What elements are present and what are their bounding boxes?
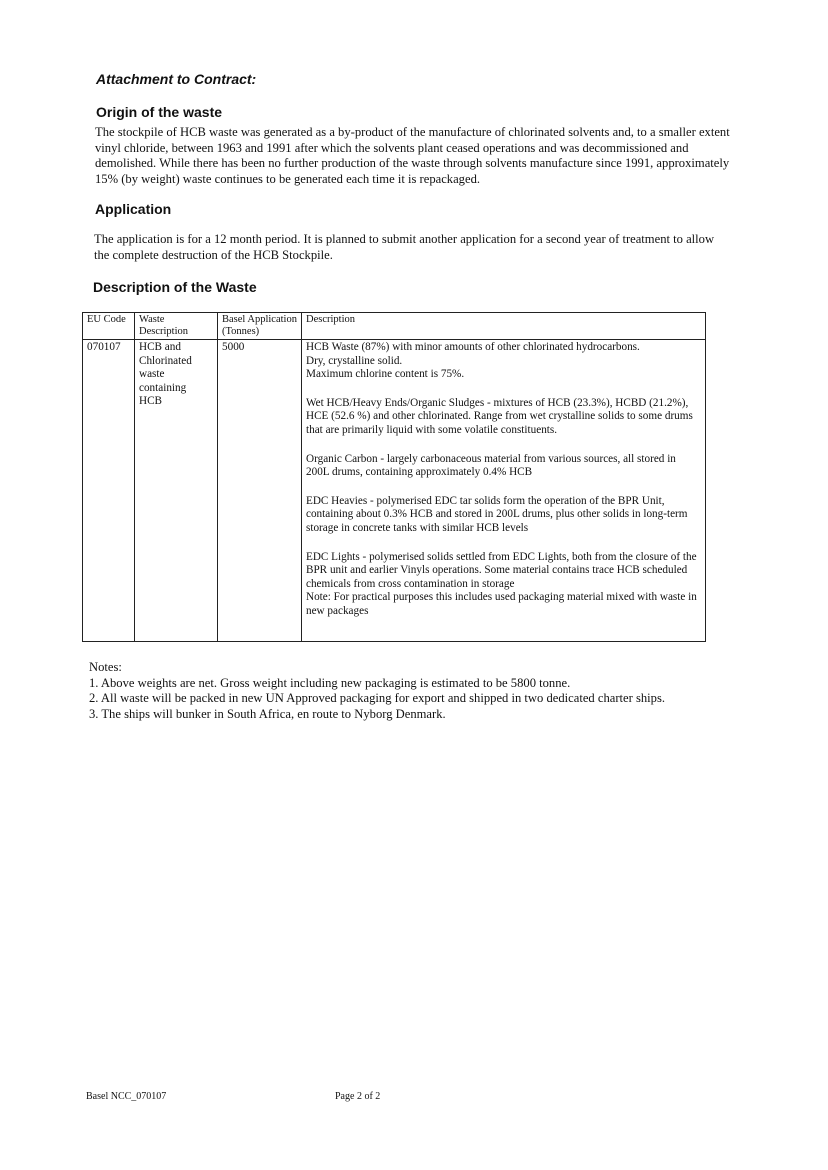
note-item: 3. The ships will bunker in South Africa, en route to Nyborg Denmark. [89, 706, 446, 721]
description-block-organic-carbon: Organic Carbon - largely carbonaceous material from various sources, all stored in 200L drums, containing approximately 0.4% HCB [306, 452, 676, 479]
table-row [83, 340, 706, 642]
header-eu-code: EU Code [83, 313, 135, 340]
footer-reference: Basel NCC_070107 [86, 1091, 167, 1102]
waste-table [82, 312, 706, 642]
cell-description [302, 340, 706, 642]
description-heading: Description of the Waste [93, 279, 257, 295]
cell-eu-code: 070107 [83, 340, 135, 642]
description-block-wet-hcb: Wet HCB/Heavy Ends/Organic Sludges - mixtures of HCB (23.3%), HCBD (21.2%), HCE (52.6 %) and other chlorinated. Range from wet crystalline solids to some drums that are primarily liquid with some volatile constituents. [306, 396, 693, 436]
notes-section [89, 660, 665, 722]
application-heading: Application [95, 201, 172, 217]
notes-list [89, 676, 665, 723]
footer-page-number: Page 2 of 2 [335, 1091, 381, 1102]
description-block-hcb-waste: HCB Waste (87%) with minor amounts of other chlorinated hydrocarbons. Dry, crystalline solid. Maximum chlorine content is 75%. [306, 341, 640, 381]
application-paragraph: The application is for a 12 month period. It is planned to submit another application for a second year of treatment to allow the complete destruction of the HCB Stockpile. [94, 232, 715, 262]
description-block-edc-lights: EDC Lights - polymerised solids settled from EDC Lights, both from the closure of the BPR unit and earlier Vinyls operations. Some material contains trace HCB scheduled chemicals from cross contamination in storage Note: For practical purposes this includes used packaging material mixed with waste in new packages [306, 550, 697, 617]
table-header-row [83, 313, 706, 340]
cell-waste-description: HCB and Chlorinated waste containing HCB [135, 340, 218, 642]
header-basel-application: Basel Application (Tonnes) [218, 313, 302, 340]
notes-title: Notes: [89, 660, 122, 674]
origin-heading: Origin of the waste [96, 104, 223, 120]
header-description: Description [302, 313, 706, 340]
origin-paragraph: The stockpile of HCB waste was generated as a by-product of the manufacture of chlorinated solvents and, to a smaller extent vinyl chloride, between 1963 and 1991 after which the solvents plant ceased operations and was decommissioned and demolished. While there has been no further production of the waste through solvents manufacture since 1991, approximately 15% (by weight) waste continues to be generated each time it is repackaged. [95, 125, 730, 186]
header-waste-description: Waste Description [135, 313, 218, 340]
note-item: 1. Above weights are net. Gross weight including new packaging is estimated to be 5800 tonne. [89, 675, 571, 690]
description-block-edc-heavies: EDC Heavies - polymerised EDC tar solids form the operation of the BPR Unit, containing about 0.3% HCB and stored in 200L drums, plus other solids in long-term storage in concrete tanks with similar HCB levels [306, 494, 688, 534]
note-item: 2. All waste will be packed in new UN Approved packaging for export and shipped in two dedicated charter ships. [89, 691, 666, 706]
attachment-title: Attachment to Contract: [96, 71, 257, 87]
cell-basel-application: 5000 [218, 340, 302, 642]
